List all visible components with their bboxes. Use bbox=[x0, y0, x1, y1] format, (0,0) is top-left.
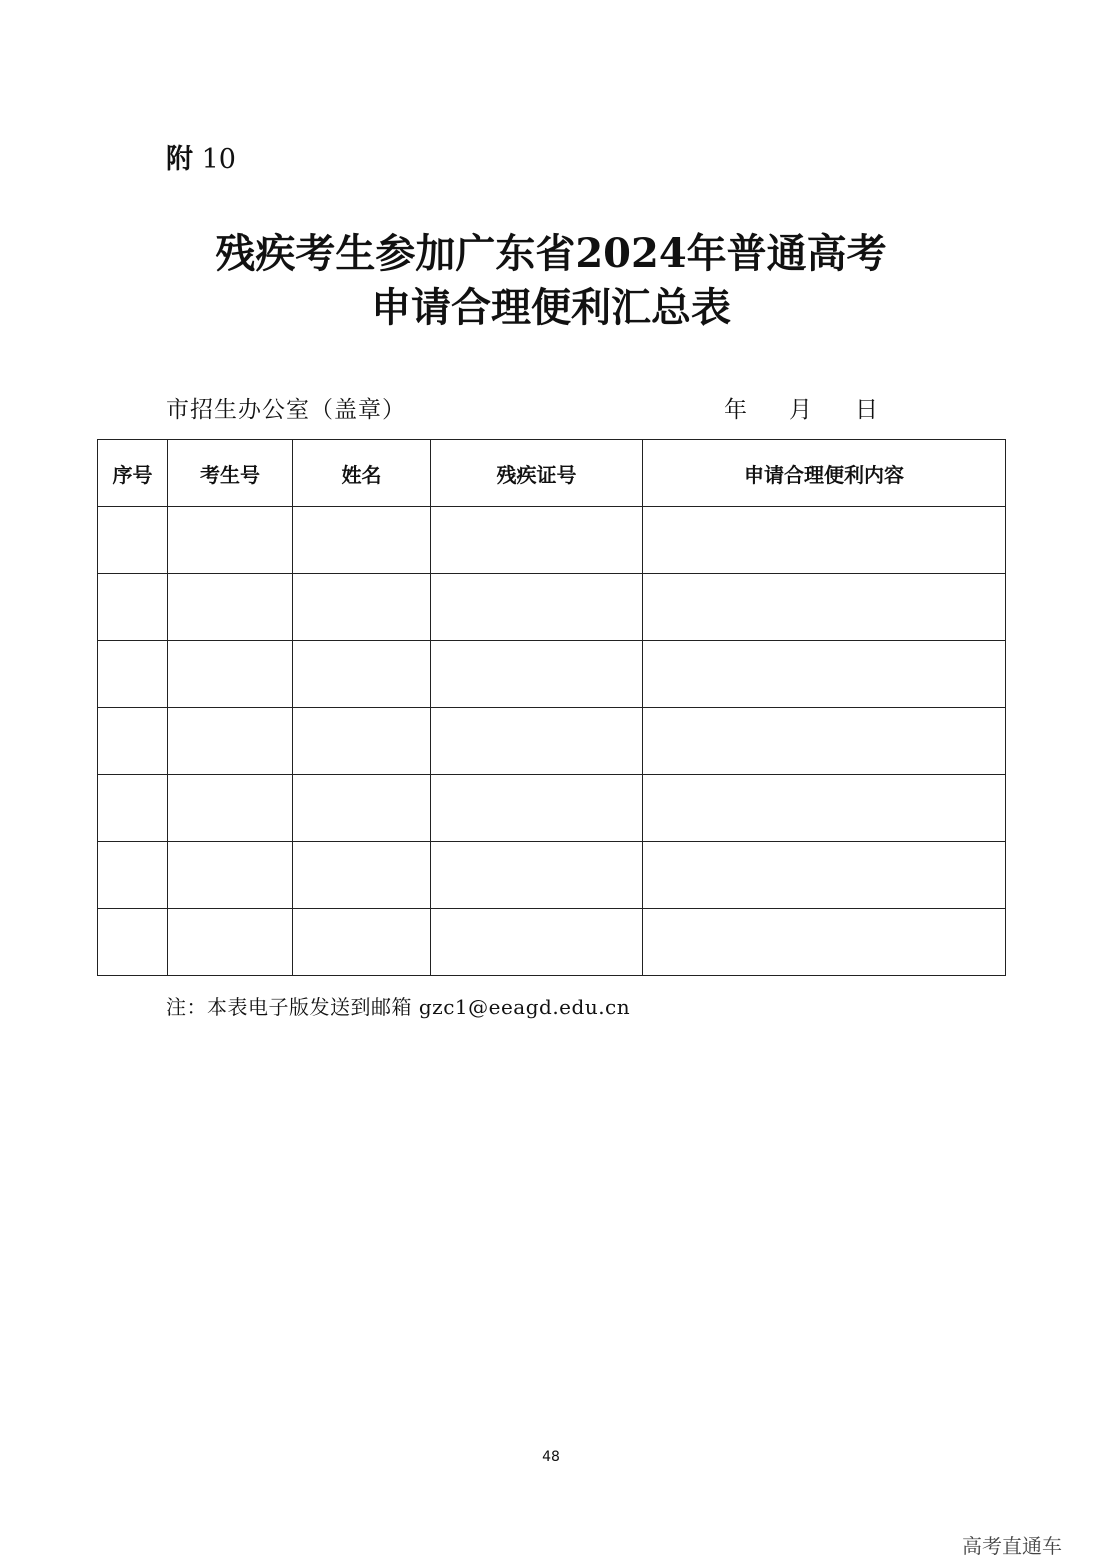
page-number: 48 bbox=[542, 1449, 560, 1465]
table-cell[interactable] bbox=[643, 708, 1006, 775]
attachment-prefix: 附 bbox=[166, 144, 193, 175]
table-cell[interactable] bbox=[643, 909, 1006, 976]
table-cell[interactable] bbox=[168, 641, 293, 708]
table-cell[interactable] bbox=[293, 909, 431, 976]
table-cell[interactable] bbox=[98, 909, 168, 976]
table-cell[interactable] bbox=[643, 775, 1006, 842]
table-cell[interactable] bbox=[643, 507, 1006, 574]
table-cell[interactable] bbox=[431, 909, 643, 976]
table-cell[interactable] bbox=[431, 842, 643, 909]
document-title-line-1: 残疾考生参加广东省2024年普通高考 bbox=[215, 230, 887, 277]
table-cell[interactable] bbox=[98, 708, 168, 775]
date-year-label: 年 bbox=[724, 397, 747, 423]
table-cell[interactable] bbox=[643, 842, 1006, 909]
table-cell[interactable] bbox=[431, 708, 643, 775]
footnote: 注：本表电子版发送到邮箱 gzc1@eeagd.edu.cn bbox=[166, 995, 631, 1019]
date-day-label: 日 bbox=[855, 397, 878, 423]
table-cell[interactable] bbox=[293, 775, 431, 842]
column-header-name: 姓名 bbox=[293, 440, 431, 507]
table-cell[interactable] bbox=[431, 507, 643, 574]
column-header-accommodation: 申请合理便利内容 bbox=[643, 440, 1006, 507]
column-header-exam-number: 考生号 bbox=[168, 440, 293, 507]
table-cell[interactable] bbox=[168, 507, 293, 574]
application-summary-table bbox=[97, 439, 1006, 976]
table-cell[interactable] bbox=[98, 507, 168, 574]
table-cell[interactable] bbox=[293, 708, 431, 775]
table-row bbox=[98, 641, 1006, 708]
table-row bbox=[98, 574, 1006, 641]
table-cell[interactable] bbox=[168, 708, 293, 775]
office-seal-label: 市招生办公室（盖章） bbox=[166, 397, 406, 423]
table-cell[interactable] bbox=[431, 574, 643, 641]
table-cell[interactable] bbox=[643, 641, 1006, 708]
attachment-label bbox=[166, 142, 236, 178]
table-row bbox=[98, 775, 1006, 842]
table-cell[interactable] bbox=[168, 842, 293, 909]
table-cell[interactable] bbox=[168, 909, 293, 976]
table-cell[interactable] bbox=[168, 574, 293, 641]
table-cell[interactable] bbox=[431, 641, 643, 708]
table-row bbox=[98, 708, 1006, 775]
table-cell[interactable] bbox=[293, 842, 431, 909]
table-cell[interactable] bbox=[293, 507, 431, 574]
table-cell[interactable] bbox=[293, 641, 431, 708]
table-row bbox=[98, 842, 1006, 909]
document-title-line-2: 申请合理便利汇总表 bbox=[371, 284, 731, 331]
table-cell[interactable] bbox=[98, 641, 168, 708]
table-cell[interactable] bbox=[168, 775, 293, 842]
table-cell[interactable] bbox=[98, 775, 168, 842]
watermark-text: 高考直通车 bbox=[962, 1534, 1062, 1558]
table-header-row bbox=[98, 440, 1006, 507]
table-cell[interactable] bbox=[98, 574, 168, 641]
table-cell[interactable] bbox=[98, 842, 168, 909]
table-cell[interactable] bbox=[293, 574, 431, 641]
table-cell[interactable] bbox=[643, 574, 1006, 641]
column-header-serial: 序号 bbox=[98, 440, 168, 507]
table-cell[interactable] bbox=[431, 775, 643, 842]
column-header-disability-cert: 残疾证号 bbox=[431, 440, 643, 507]
table-row bbox=[98, 909, 1006, 976]
table-row bbox=[98, 507, 1006, 574]
attachment-number: 10 bbox=[201, 144, 236, 175]
date-month-label: 月 bbox=[789, 397, 812, 423]
